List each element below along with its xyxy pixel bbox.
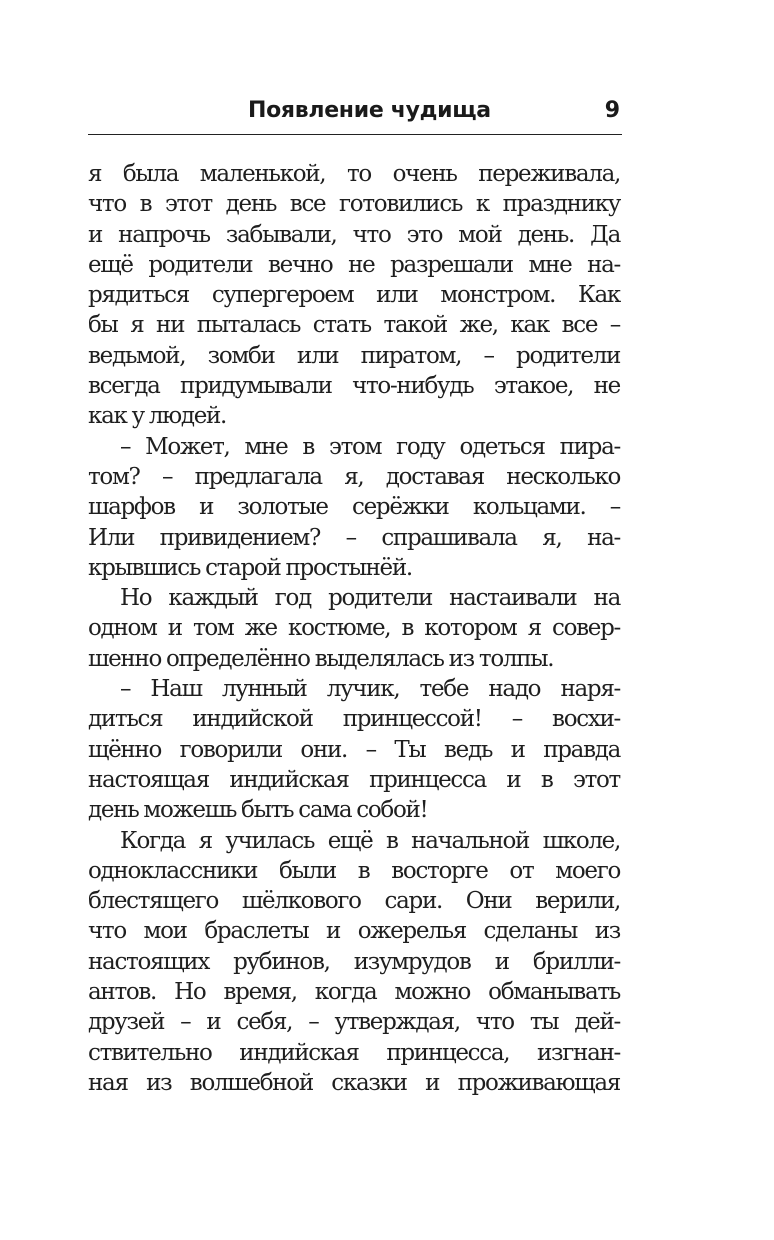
text-line: всегда придумывали что-нибудь этакое, не [88,373,620,400]
text-line: день можешь быть сама собой! [88,797,428,824]
text-line: бы я ни пыталась стать такой же, как все – [88,312,620,339]
text-line: одном и том же костюме, в котором я совер- [88,615,620,642]
body-text [88,159,620,1098]
text-line: шарфов и золотые серёжки кольцами. – [88,494,620,521]
text-line: Когда я училась ещё в начальной школе, [120,827,620,854]
text-line: антов. Но время, когда можно обманывать [88,979,620,1006]
text-line: шенно определённо выделялась из толпы. [88,645,554,672]
text-line: я была маленькой, то очень переживала, [88,161,620,187]
text-line: что в этот день все готовились к празднику [88,191,620,218]
text-line: ещё родители вечно не разрешали мне на- [88,251,620,278]
text-line: настоящая индийская принцесса и в этот [88,766,620,793]
text-line: – Может, мне в этом году одеться пира- [120,433,620,460]
text-line: ведьмой, зомби или пиратом, – родители [88,342,620,369]
chapter-title: Появление чудища [248,98,491,123]
text-line: Но каждый год родители настаивали на [120,585,620,612]
text-line: том? – предлагала я, доставая несколько [88,463,620,490]
text-line: Или привидением? – спрашивала я, на- [88,524,620,551]
text-line: диться индийской принцессой! – восхи- [88,706,620,733]
running-header [88,98,622,135]
text-line: щённо говорили они. – Ты ведь и правда [88,736,620,763]
page-number: 9 [604,98,620,123]
text-line: рядиться супергероем или монстром. Как [88,282,620,309]
text-line: крывшись старой простынёй. [88,554,412,581]
text-line: друзей – и себя, – утверждая, что ты дей- [88,1009,620,1036]
text-line: одноклассники были в восторге от моего [88,857,620,884]
text-line: – Наш лунный лучик, тебе надо наря- [120,676,620,703]
text-line: ная из волшебной сказки и проживающая [88,1069,620,1096]
text-line: как у людей. [88,403,227,430]
text-line: ствительно индийская принцесса, изгнан- [88,1039,620,1066]
text-line: что мои браслеты и ожерелья сделаны из [88,918,620,945]
text-line: настоящих рубинов, изумрудов и брилли- [88,948,620,975]
text-line: и напрочь забывали, что это мой день. Да [88,221,620,248]
text-line: блестящего шёлкового сари. Они верили, [88,888,620,915]
